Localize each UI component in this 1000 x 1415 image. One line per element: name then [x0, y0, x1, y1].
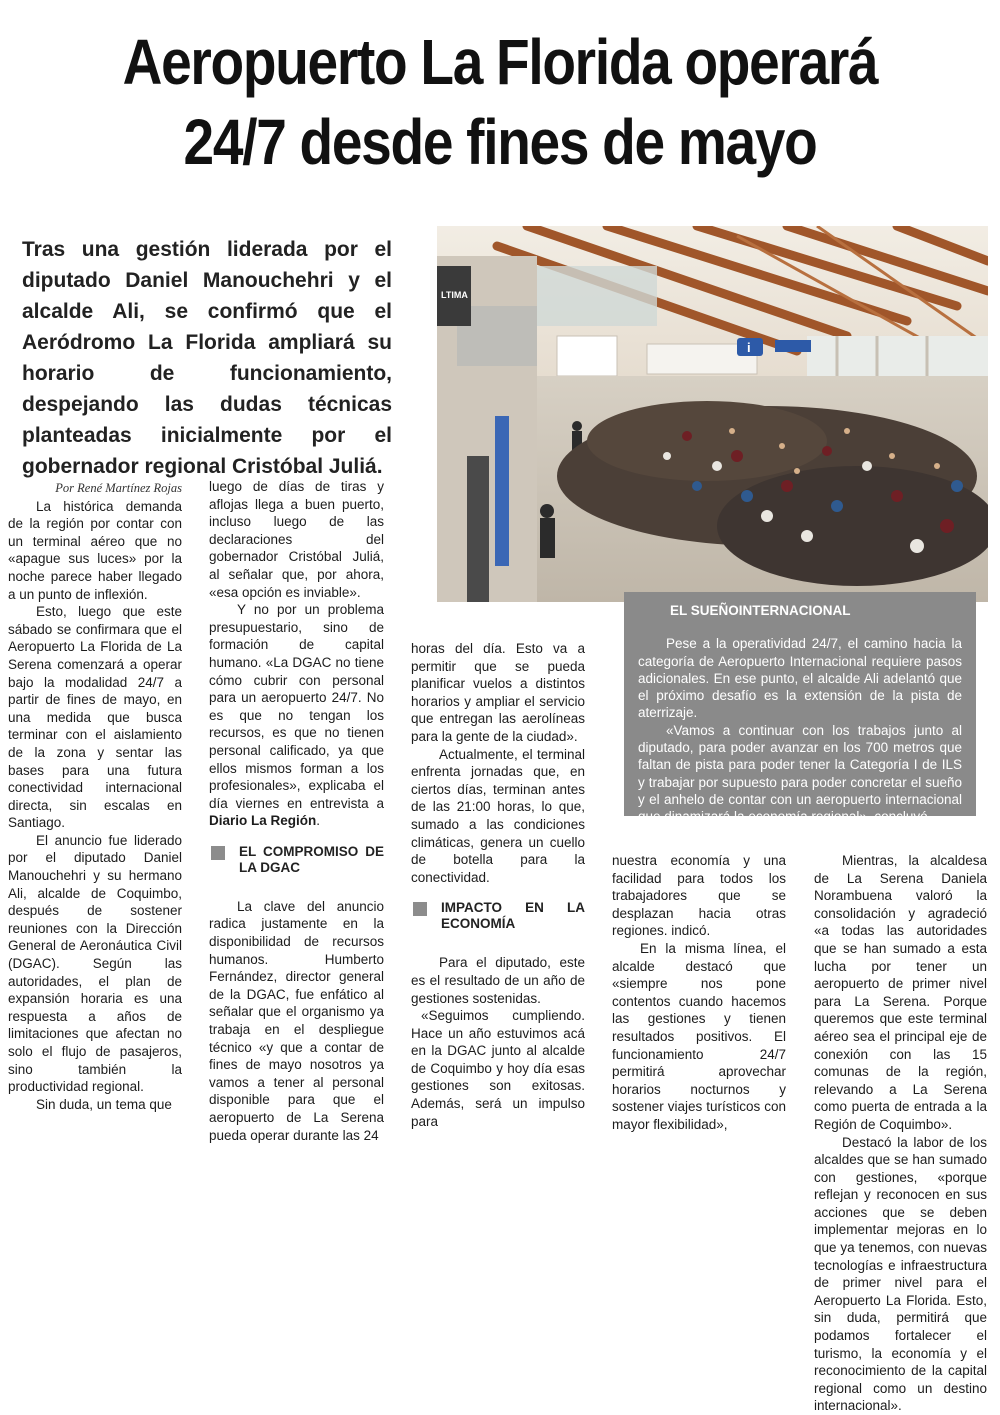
paragraph-text: Y no por un problema presupuestario, sino de formación de capital humano. «La DGAC no tiene cómo cubrir con personal para un aeropuerto 24/7. No es que no tengan los recursos, es que no tienen personal calificado, ya que ellos mismos forman a los profesionales», explicaba el día viernes en entrevista a [209, 602, 384, 811]
article-column-1 [8, 480, 182, 1113]
paragraph: En la misma línea, el alcalde destacó que «siempre nos pone contentos cuando hacemos las gestiones y tienen resultados positivos. El funcionamiento 24/7 permitirá aprovechar horarios nocturnos y sostener viajes turísticos con mayor flexibilidad», [612, 940, 786, 1134]
sidebar-paragraph: Pese a la operatividad 24/7, el camino hacia la categoría de Aeropuerto Internacional requiere pasos adicionales. En ese punto, el alcalde Ali adelantó que el próximo desafío es la extensión de la pista de aterrizaje. [638, 635, 962, 721]
paragraph: «Seguimos cumpliendo. Hace un año estuvimos acá en la DGAC junto al alcalde de Coquimbo y hoy día esas gestiones son exitosas. Además, será un impulso para [411, 1007, 585, 1130]
paragraph: Destacó la labor de los alcaldes que se han sumado con gestiones, «porque reflejan y reconocen en sus acciones que se deben implementar mejoras en lo que ya tenemos, con nuevas tecnologías e infraestructura de primer nivel para el Aeropuerto La Florida. Esto, sin duda, permitirá que podamos fortalecer el turismo, la economía y el reconocimiento de la capital regional como un destino internacional». [814, 1134, 987, 1415]
sidebar-paragraph: «Vamos a continuar con los trabajos junto al diputado, para poder avanzar en los 700 metros que faltan de pista para poder tener la Categoría I de ILS y trabajar por supuesto para poder concretar el sueño y el anhelo de contar con un aeropuerto internacional que dinamizará la economía regional», concluyó. [638, 722, 962, 826]
paragraph: Mientras, la alcaldesa de La Serena Daniela Norambuena valoró la consolidación y agradeció «a todas las autoridades que se han sumado a esta lucha por tener un aeropuerto de primer nivel para La Serena. Porque queremos que este terminal aéreo sea el principal eje de conexión con las 15 comunas de la región, relevando a La Serena como puerta de entrada a la Región de Coquimbo». [814, 852, 987, 1134]
headline-line-2: 24/7 desde fines de mayo [70, 102, 930, 182]
paragraph: Sin duda, un tema que [8, 1096, 182, 1114]
paragraph: Actualmente, el terminal enfrenta jornadas que, en ciertos días, terminan antes de las 21:00 horas, lo que, sumado a las condiciones climáticas, genera un cuello de botella para la conectividad. [411, 746, 585, 887]
subhead-text: EL COMPROMISO DE LA DGAC [239, 844, 384, 876]
subhead-square-icon [413, 902, 427, 916]
subhead-text: IMPACTO EN LA ECONOMÍA [441, 900, 585, 932]
paragraph [209, 601, 384, 830]
paragraph: Esto, luego que este sábado se confirmara que el Aeropuerto La Florida de La Serena comenzará a operar bajo la modalidad 24/7 a partir de fines de mayo, en una medida que busca terminar con el aislamiento de la zona y sentar las bases para una futura conectividad internacional directa, sin escalas en Santiago. [8, 603, 182, 832]
paragraph: nuestra economía y una facilidad para todos los trabajadores que se desplazan hacia otras regiones. indicó. [612, 852, 786, 940]
poster-label: LTIMA [441, 290, 468, 300]
article-column-5 [814, 852, 987, 1415]
paragraph: Para el diputado, este es el resultado de un año de gestiones sostenidas. [411, 954, 585, 1007]
subhead-impacto [411, 900, 585, 932]
sidebar-box [624, 592, 976, 816]
sidebar-title: EL SUEÑOINTERNACIONAL [670, 602, 962, 619]
info-icon: i [747, 340, 751, 355]
paragraph: El anuncio fue liderado por el diputado Daniel Manouchehri y su hermano Ali, alcalde de Coquimbo, después de sostener reuniones con la Dirección General de Aeronáutica Civil (DGAC). Según las autoridades, el plan de expansión horaria es una respuesta a años de limitaciones que afectan no solo el flujo de pasajeros, sino también la productividad regional. [8, 832, 182, 1096]
article-column-3 [411, 640, 585, 1130]
paragraph: La clave del anuncio radica justamente en la disponibilidad de recursos humanos. Humberto Fernández, director general de la DGAC, fue enfático al señalar que el organismo ya trabaja en el despliegue técnico «y que a contar de fines de mayo nosotros ya vamos a tener al personal disponible para que el aeropuerto de La Serena pueda operar durante las 24 [209, 898, 384, 1144]
pillar-banner [495, 416, 509, 566]
paragraph: horas del día. Esto va a permitir que se pueda planificar vuelos a distintos horarios y ampliar el servicio que entregan las aerolíneas para la gente de la ciudad». [411, 640, 585, 746]
terminal-crowd-photo [437, 226, 988, 602]
byline: Por René Martínez Rojas [8, 480, 182, 498]
article-column-4 [612, 852, 786, 1134]
headline [70, 22, 930, 182]
lead-paragraph: Tras una gestión liderada por el diputado Daniel Manouchehri y el alcalde Ali, se confirmó que el Aeródromo La Florida ampliará su horario de funcionamiento, despejando las dudas técnicas planteadas inicialmente por el gobernador regional Cristóbal Juliá. [22, 234, 392, 482]
paragraph-end: . [316, 813, 320, 828]
paragraph: luego de días de tiras y aflojas llega a buen puerto, incluso luego de las declaraciones del gobernador Cristóbal Juliá, al señalar que, por ahora, «esa opción es inviable». [209, 478, 384, 601]
paragraph: La histórica demanda de la región por contar con un terminal aéreo que no «apague sus luces» por la noche parece haber llegado a un punto de inflexión. [8, 498, 182, 604]
subhead-square-icon [211, 846, 225, 860]
terminal-crowd-illustration [437, 226, 988, 602]
subhead-compromiso [209, 844, 384, 876]
newspaper-name: Diario La Región [209, 813, 316, 828]
article-column-2 [209, 478, 384, 1144]
headline-line-1: Aeropuerto La Florida operará [70, 22, 930, 102]
